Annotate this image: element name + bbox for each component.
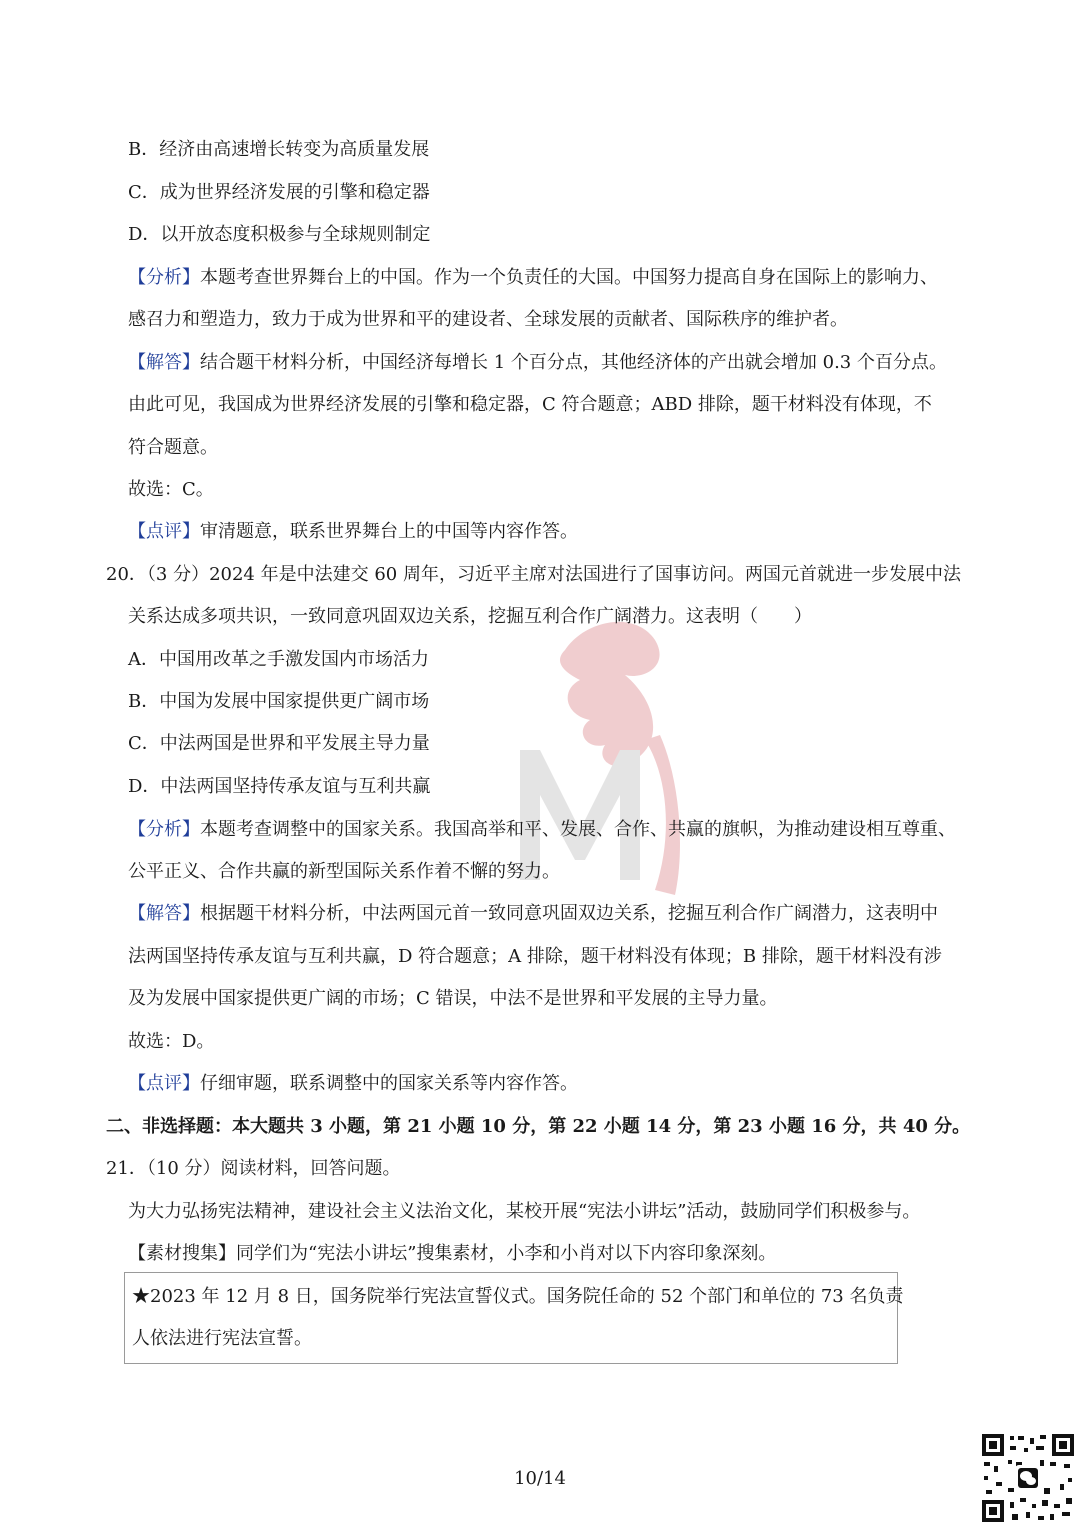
q21-intro: 为大力弘扬宪法精神，建设社会主义法治文化，某校开展“宪法小讲坛”活动，鼓励同学们积极参与。: [128, 1201, 921, 1222]
answer-text: 结合题干材料分析，中国经济每增长 1 个百分点，其他经济体的产出就会增加 0.3 个百分点。: [200, 352, 947, 373]
q19-answer: [128, 350, 947, 376]
q19-option-b: B．经济由高速增长转变为高质量发展: [128, 139, 430, 160]
q20-analysis-line2: 公平正义、合作共赢的新型国际关系作着不懈的努力。: [128, 861, 560, 882]
q20-choice: 故选：D。: [128, 1031, 215, 1052]
q19-analysis-line2: 感召力和塑造力，致力于成为世界和平的建设者、全球发展的贡献者、国际秩序的维护者。: [128, 309, 848, 330]
q19-review: [128, 519, 578, 545]
q20-option-a: A．中国用改革之手激发国内市场活力: [128, 649, 429, 670]
q20-stem-line2: 关系达成多项共识，一致同意巩固双边关系，挖掘互利合作广阔潜力。这表明（ ）: [128, 606, 812, 627]
q20-analysis: [128, 817, 956, 843]
q19-choice: 故选：C。: [128, 479, 214, 500]
analysis-tag: 【分析】: [128, 267, 200, 288]
q20-stem: 20．（3 分）2024 年是中法建交 60 周年，习近平主席对法国进行了国事访问。两国元首就进一步发展中法: [106, 564, 961, 585]
q20-answer-line3: 及为发展中国家提供更广阔的市场；C 错误，中法不是世界和平发展的主导力量。: [128, 988, 778, 1009]
analysis-text: 本题考查世界舞台上的中国。作为一个负责任的大国。中国努力提高自身在国际上的影响力、: [200, 267, 938, 288]
q21-stem: 21．（10 分）阅读材料，回答问题。: [106, 1158, 401, 1179]
material-box-line2: 人依法进行宪法宣誓。: [132, 1328, 312, 1349]
q19-analysis: [128, 265, 938, 291]
q20-option-d: D．中法两国坚持传承友谊与互利共赢: [128, 776, 431, 797]
analysis-tag: 【分析】: [128, 819, 200, 840]
page-number: 10/14: [514, 1468, 566, 1489]
review-tag: 【点评】: [128, 1073, 200, 1094]
analysis-text: 本题考查调整中的国家关系。我国高举和平、发展、合作、共赢的旗帜，为推动建设相互尊重、: [200, 819, 956, 840]
q20-option-c: C．中法两国是世界和平发展主导力量: [128, 733, 430, 754]
wechat-qr-code-icon: [980, 1432, 1076, 1524]
review-text: 审清题意，联系世界舞台上的中国等内容作答。: [200, 521, 578, 542]
material-text: 同学们为“宪法小讲坛”搜集素材，小李和小肖对以下内容印象深刻。: [236, 1243, 777, 1264]
answer-text: 根据题干材料分析，中法两国元首一致同意巩固双边关系，挖掘互利合作广阔潜力，这表明中: [200, 903, 938, 924]
material-box-line1: ★2023 年 12 月 8 日，国务院举行宪法宣誓仪式。国务院任命的 52 个部门和单位的 73 名负责: [132, 1286, 904, 1307]
letter-l: [645, 735, 680, 895]
review-tag: 【点评】: [128, 521, 200, 542]
section-heading: 二、非选择题：本大题共 3 小题，第 21 小题 10 分，第 22 小题 14 分，第 23 小题 16 分，共 40 分。: [106, 1116, 971, 1137]
q20-option-b: B．中国为发展中国家提供更广阔市场: [128, 691, 430, 712]
answer-tag: 【解答】: [128, 352, 200, 373]
q19-answer-line3: 符合题意。: [128, 437, 218, 458]
q21-material-collection: [128, 1241, 776, 1267]
q20-review: [128, 1071, 578, 1097]
q20-answer-line2: 法两国坚持传承友谊与互利共赢，D 符合题意；A 排除，题干材料没有体现；B 排除，题干材料没有涉: [128, 946, 942, 967]
q19-option-d: D．以开放态度积极参与全球规则制定: [128, 224, 431, 245]
answer-tag: 【解答】: [128, 903, 200, 924]
q20-answer: [128, 901, 938, 927]
material-tag: 【素材搜集】: [128, 1243, 236, 1264]
q19-answer-line2: 由此可见，我国成为世界经济发展的引擎和稳定器，C 符合题意；ABD 排除，题干材料没有体现，不: [128, 394, 932, 415]
review-text: 仔细审题，联系调整中的国家关系等内容作答。: [200, 1073, 578, 1094]
dragon-shape: [560, 622, 660, 766]
q19-option-c: C．成为世界经济发展的引擎和稳定器: [128, 182, 430, 203]
